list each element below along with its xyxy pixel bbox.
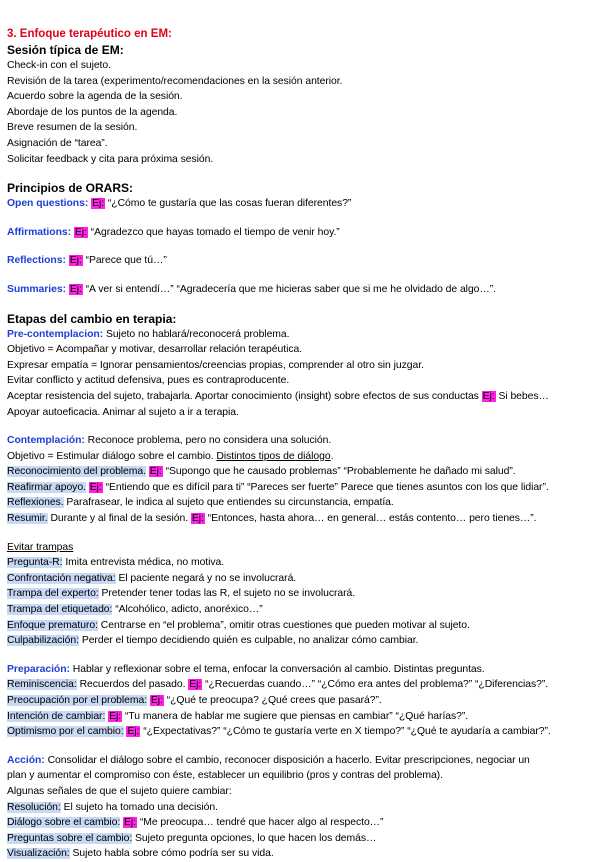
highlight-term: Confrontación negativa:	[7, 572, 116, 584]
item-text: “Tu manera de hablar me sugiere que piensas en cambiar” “¿Qué harías?”.	[122, 710, 469, 722]
highlight-term: Enfoque prematuro:	[7, 619, 98, 631]
orars-text: “¿Cómo te gustaría que las cosas fueran diferentes?”	[105, 198, 352, 210]
orars-text: “Agradezco que hayas tomado el tiempo de venir hoy.”	[87, 226, 340, 238]
stage-text: Reconoce problema, pero no considera una solución.	[84, 435, 332, 447]
stage-text: Hablar y reflexionar sobre el tema, enfocar la conversación al cambio. Distintas preguntas.	[69, 663, 485, 675]
objetivo-end: .	[330, 450, 334, 462]
highlight-term: Diálogo sobre el cambio:	[7, 817, 121, 829]
precontemplacion-item: Apoyar autoeficacia. Animar al sujeto a ir a terapia.	[7, 406, 239, 418]
item-text: “¿Qué te preocupa? ¿Qué crees que pasará?”.	[163, 695, 382, 706]
highlight-term: Resolución:	[7, 801, 61, 813]
item-text: Centrarse en “el problema”, omitir otras cuestiones que pueden motivar al sujeto.	[97, 619, 470, 631]
highlight-term: Trampa del experto:	[7, 588, 99, 600]
example-tag: Ej:	[127, 726, 140, 738]
item-text: Perder el tiempo decidiendo quién es culpable, no analizar cómo cambiar.	[78, 635, 419, 647]
section-title: 3. Enfoque terapéutico en EM:	[7, 28, 172, 40]
sesion-item: Check-in con el sujeto.	[7, 60, 111, 71]
preparacion-item	[7, 724, 597, 740]
item-pre: Recuerdos del pasado.	[76, 679, 189, 691]
sesion-item: Abordaje de los puntos de la agenda.	[7, 106, 178, 118]
insight-example: Si bebes…	[495, 390, 549, 402]
highlight-term: Pregunta-R:	[7, 557, 63, 569]
preparacion-item	[7, 677, 597, 693]
example-tag: Ej:	[149, 466, 162, 478]
stage-label: Contemplación:	[7, 435, 85, 447]
sesion-heading: Sesión típica de EM:	[7, 43, 124, 57]
sesion-item: Solicitar feedback y cita para próxima sesión.	[7, 153, 214, 165]
dialogue-types-link: Distintos tipos de diálogo	[216, 450, 331, 462]
sesion-item: Acuerdo sobre la agenda de la sesión.	[7, 91, 183, 103]
precontemplacion-item: Objetivo = Acompañar y motivar, desarrollar relación terapéutica.	[7, 344, 303, 356]
accion-item	[7, 815, 597, 831]
example-tag: Ej:	[74, 226, 87, 238]
contemplacion-item	[7, 480, 597, 496]
item-text: Sujeto habla sobre cómo podría ser su vida.	[69, 848, 274, 860]
example-tag: Ej:	[109, 710, 122, 722]
highlight-term: Preocupación por el problema:	[7, 695, 148, 706]
trampa-item	[7, 555, 597, 571]
precontemplacion-line	[7, 327, 597, 343]
item-text: Pretender tener todas las R, el sujeto no se involucrará.	[98, 588, 356, 600]
example-tag: Ej:	[482, 390, 495, 402]
precontemplacion-item: Evitar conflicto y actitud defensiva, pues es contraproducente.	[7, 375, 290, 387]
contemplacion-line	[7, 433, 597, 449]
example-tag: Ej:	[89, 481, 102, 493]
highlight-term: Resumir.	[7, 513, 48, 525]
item-text: El paciente negará y no se involucrará.	[115, 572, 297, 584]
item-text: “Supongo que he causado problemas” “Probablemente he dañado mi salud”.	[162, 466, 516, 478]
orars-label: Reflections:	[7, 255, 66, 267]
document-page	[7, 27, 597, 862]
highlight-term: Culpabilización:	[7, 635, 79, 647]
trampa-item	[7, 571, 597, 587]
highlight-term: Reminiscencia:	[7, 679, 77, 691]
objetivo-text: Objetivo = Estimular diálogo sobre el cambio.	[7, 450, 217, 462]
preparacion-line	[7, 662, 597, 678]
orars-label: Summaries:	[7, 283, 66, 295]
orars-text: “Parece que tú…”	[82, 255, 167, 267]
contemplacion-item	[7, 511, 597, 527]
stage-text: Sujeto no hablará/reconocerá problema.	[103, 328, 290, 340]
sesion-item: Asignación de “tarea”.	[7, 137, 108, 149]
accion-item	[7, 831, 597, 847]
trampa-item	[7, 633, 597, 649]
highlight-term: Intención de cambiar:	[7, 710, 106, 722]
item-text: El sujeto ha tomado una decisión.	[60, 801, 218, 813]
item-pre: Durante y al final de la sesión.	[47, 513, 191, 525]
item-text: “¿Expectativas?” “¿Cómo te gustaría verte en X tiempo?” “¿Qué te ayudaría a cambiar?”.	[140, 726, 551, 738]
orars-summaries	[7, 282, 597, 298]
item-text: Parafrasear, le indica al sujeto que entiendes su circunstancia, empatía.	[63, 497, 394, 509]
item-text: Imita entrevista médica, no motiva.	[62, 557, 225, 569]
preparacion-item	[7, 693, 597, 709]
trampa-item	[7, 586, 597, 602]
highlight-term: Reflexiones.	[7, 497, 64, 509]
contemplacion-item	[7, 464, 597, 480]
contemplacion-item	[7, 495, 597, 511]
orars-label: Affirmations:	[7, 226, 72, 238]
example-tag: Ej:	[191, 513, 204, 525]
stage-text: Consolidar el diálogo sobre el cambio, reconocer disposición a hacerlo. Evitar prescripciones, negociar un	[44, 754, 530, 766]
trampas-heading: Evitar trampas	[7, 541, 74, 553]
highlight-term: Visualización:	[7, 848, 70, 860]
example-tag: Ej:	[69, 255, 82, 267]
etapas-heading: Etapas del cambio en terapia:	[7, 311, 177, 326]
stage-label: Pre-contemplacion:	[7, 328, 104, 340]
orars-text: “A ver si entendí…” “Agradecería que me hicieras saber que si me he olvidado de algo…”.	[82, 283, 496, 295]
example-tag: Ej:	[150, 695, 163, 706]
insight-text: Aceptar resistencia del sujeto, trabajarla. Aportar conocimiento (insight) sobre efectos de sus conductas	[7, 390, 482, 402]
orars-reflections	[7, 253, 597, 269]
orars-heading: Principios de ORARS:	[7, 181, 134, 196]
item-text: “Alcohólico, adicto, anoréxico…”	[112, 604, 263, 616]
example-tag: Ej:	[69, 283, 82, 295]
sesion-item: Revisión de la tarea (experimento/recomendaciones en la sesión anterior.	[7, 75, 343, 87]
example-tag: Ej:	[189, 679, 202, 691]
accion-line	[7, 753, 597, 769]
trampa-item	[7, 602, 597, 618]
orars-open-questions	[7, 196, 597, 212]
accion-line-3: Algunas señales de que el sujeto quiere cambiar:	[7, 785, 232, 797]
preparacion-item	[7, 709, 597, 725]
contemplacion-objetivo	[7, 449, 597, 465]
highlight-term: Preguntas sobre el cambio:	[7, 832, 133, 844]
accion-item	[7, 800, 597, 816]
item-text: “Entonces, hasta ahora… en general… estás contento… pero tienes…”.	[204, 513, 537, 525]
precontemplacion-item: Expresar empatía = Ignorar pensamientos/creencias propias, comprender al otro sin juzgar.	[7, 359, 424, 371]
example-tag: Ej:	[92, 198, 105, 210]
highlight-term: Reafirmar apoyo.	[7, 481, 86, 493]
accion-line-2: plan y aumentar el compromiso con éste, establecer un equilibrio (pros y contras del problema).	[7, 770, 443, 782]
precontemplacion-insight	[7, 389, 597, 405]
trampa-item	[7, 618, 597, 634]
stage-label: Acción:	[7, 754, 45, 766]
stage-label: Preparación:	[7, 663, 70, 675]
accion-item	[7, 846, 597, 862]
item-text: “¿Recuerdas cuando…” “¿Cómo era antes del problema?” “¿Diferencias?”.	[202, 679, 549, 691]
example-tag: Ej:	[124, 817, 136, 829]
orars-label: Open questions:	[7, 198, 89, 210]
item-text: “Me preocupa… tendré que hacer algo al respecto…”	[137, 817, 384, 829]
highlight-term: Reconocimiento del problema.	[7, 466, 146, 478]
highlight-term: Trampa del etiquetado:	[7, 604, 113, 616]
sesion-item: Breve resumen de la sesión.	[7, 122, 138, 134]
orars-affirmations	[7, 225, 597, 241]
item-text: Sujeto pregunta opciones, lo que hacen los demás…	[132, 832, 377, 844]
highlight-term: Optimismo por el cambio:	[7, 726, 124, 738]
item-text: “Entiendo que es difícil para ti” “Pareces ser fuerte” Parece que tienes asuntos con los que lidiar”.	[102, 481, 549, 493]
